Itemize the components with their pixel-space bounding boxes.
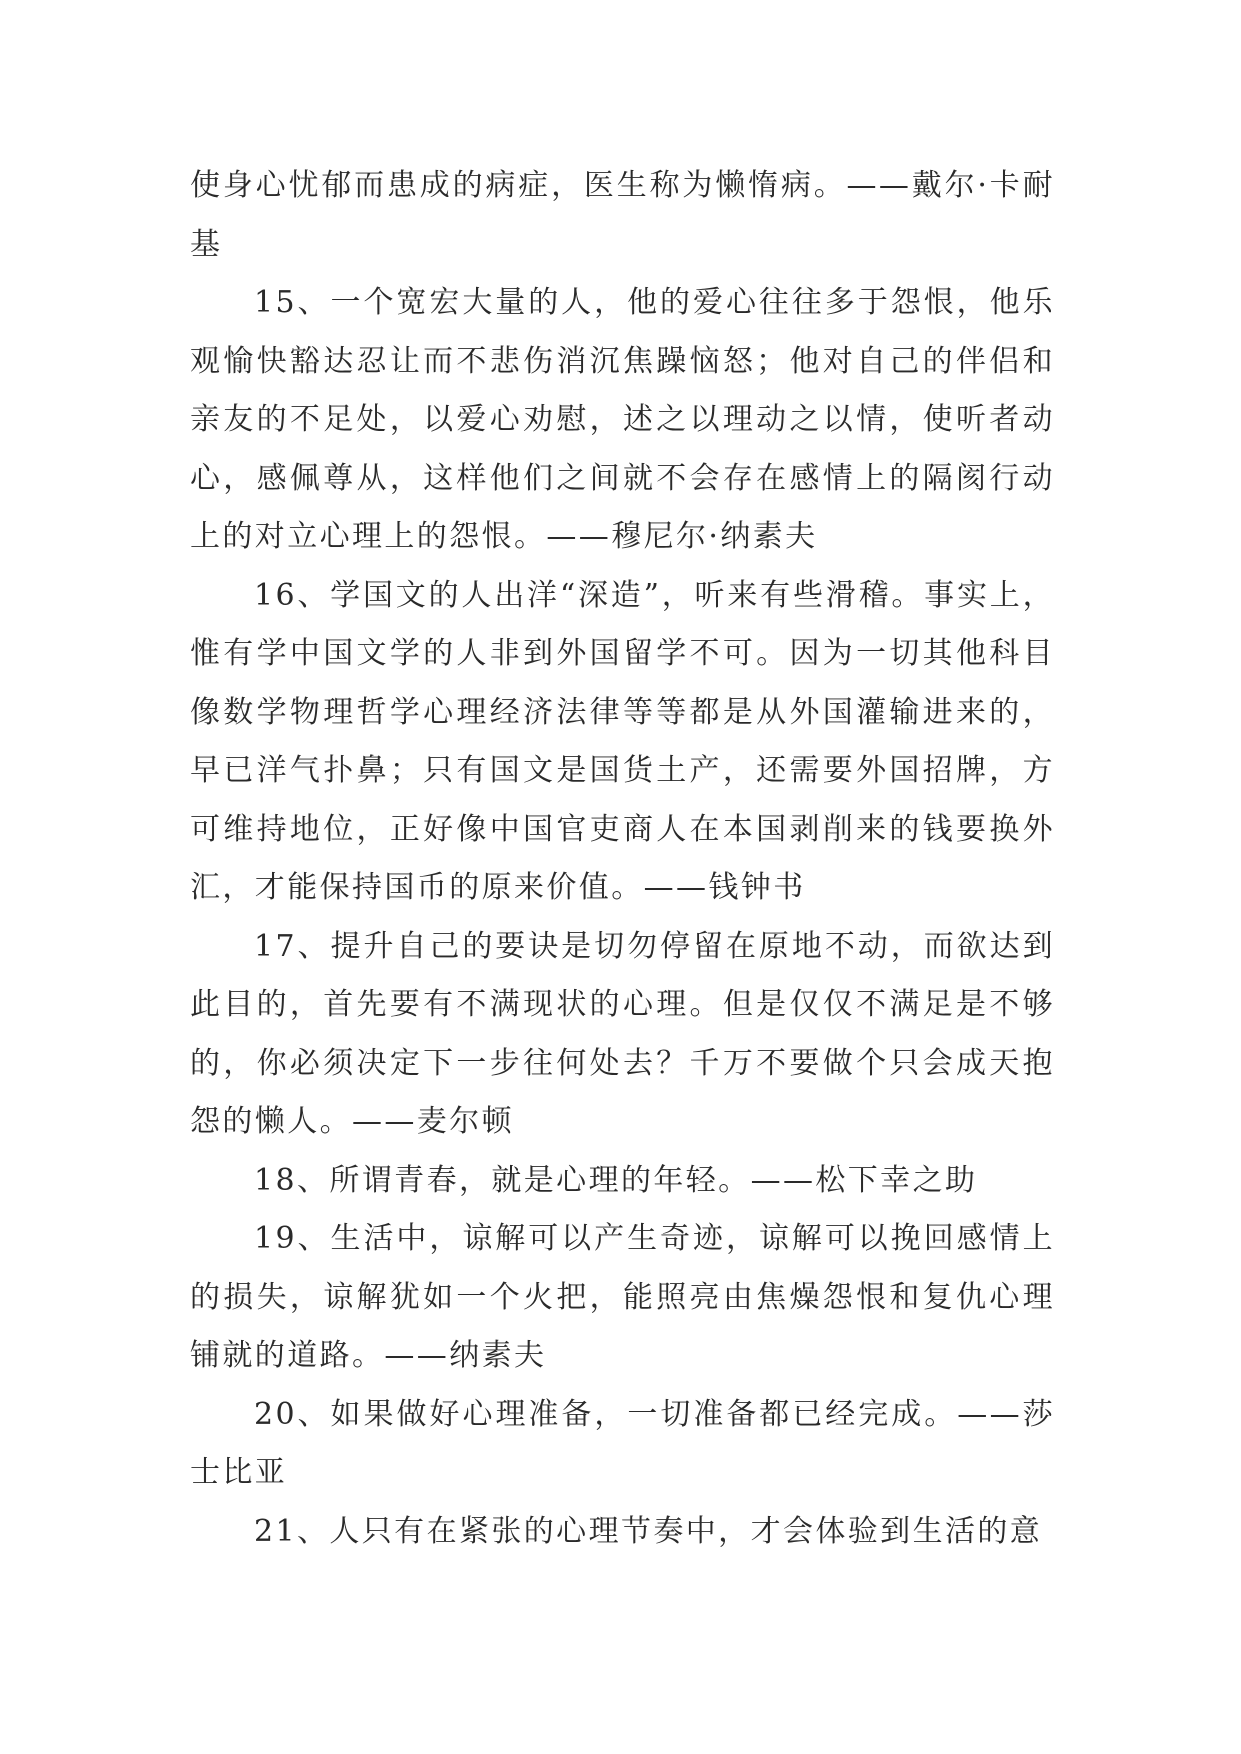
- paragraph-continuation: 使身心忧郁而患成的病症，医生称为懒惰病。——戴尔·卡耐基: [190, 168, 1055, 262]
- document-body: [190, 157, 1055, 1561]
- paragraph-quote-17: 17、提升自己的要诀是切勿停留在原地不动，而欲达到此目的，首先要有不满现状的心理。但是仅仅不满足是不够的，你必须决定下一步往何处去？千万不要做个只会成天抱怨的懒人。——麦尔顿: [190, 928, 1055, 1139]
- paragraph-quote-21: 21、人只有在紧张的心理节奏中，才会体验到生活的意: [254, 1513, 1043, 1549]
- paragraph-quote-15: 15、一个宽宏大量的人，他的爱心往往多于怨恨，他乐观愉快豁达忍让而不悲伤消沉焦躁恼怒；他对自己的伴侣和亲友的不足处，以爱心劝慰，述之以理动之以情，使听者动心，感佩尊从，这样他们之间就不会存在感情上的隔阂行动上的对立心理上的怨恨。——穆尼尔·纳素夫: [190, 285, 1055, 554]
- paragraph-quote-19: 19、生活中，谅解可以产生奇迹，谅解可以挽回感情上的损失，谅解犹如一个火把，能照亮由焦燥怨恨和复仇心理铺就的道路。——纳素夫: [190, 1221, 1055, 1373]
- paragraph-quote-18: 18、所谓青春，就是心理的年轻。——松下幸之助: [254, 1162, 978, 1198]
- paragraph-quote-16: 16、学国文的人出洋“深造”，听来有些滑稽。事实上，惟有学中国文学的人非到外国留学不可。因为一切其他科目像数学物理哲学心理经济法律等等都是从外国灌输进来的，早已洋气扑鼻；只有国文是国货土产，还需要外国招牌，方可维持地位，正好像中国官吏商人在本国剥削来的钱要换外汇，才能保持国币的原来价值。——钱钟书: [190, 577, 1055, 905]
- paragraph-quote-20: 20、如果做好心理准备，一切准备都已经完成。——莎士比亚: [190, 1396, 1055, 1490]
